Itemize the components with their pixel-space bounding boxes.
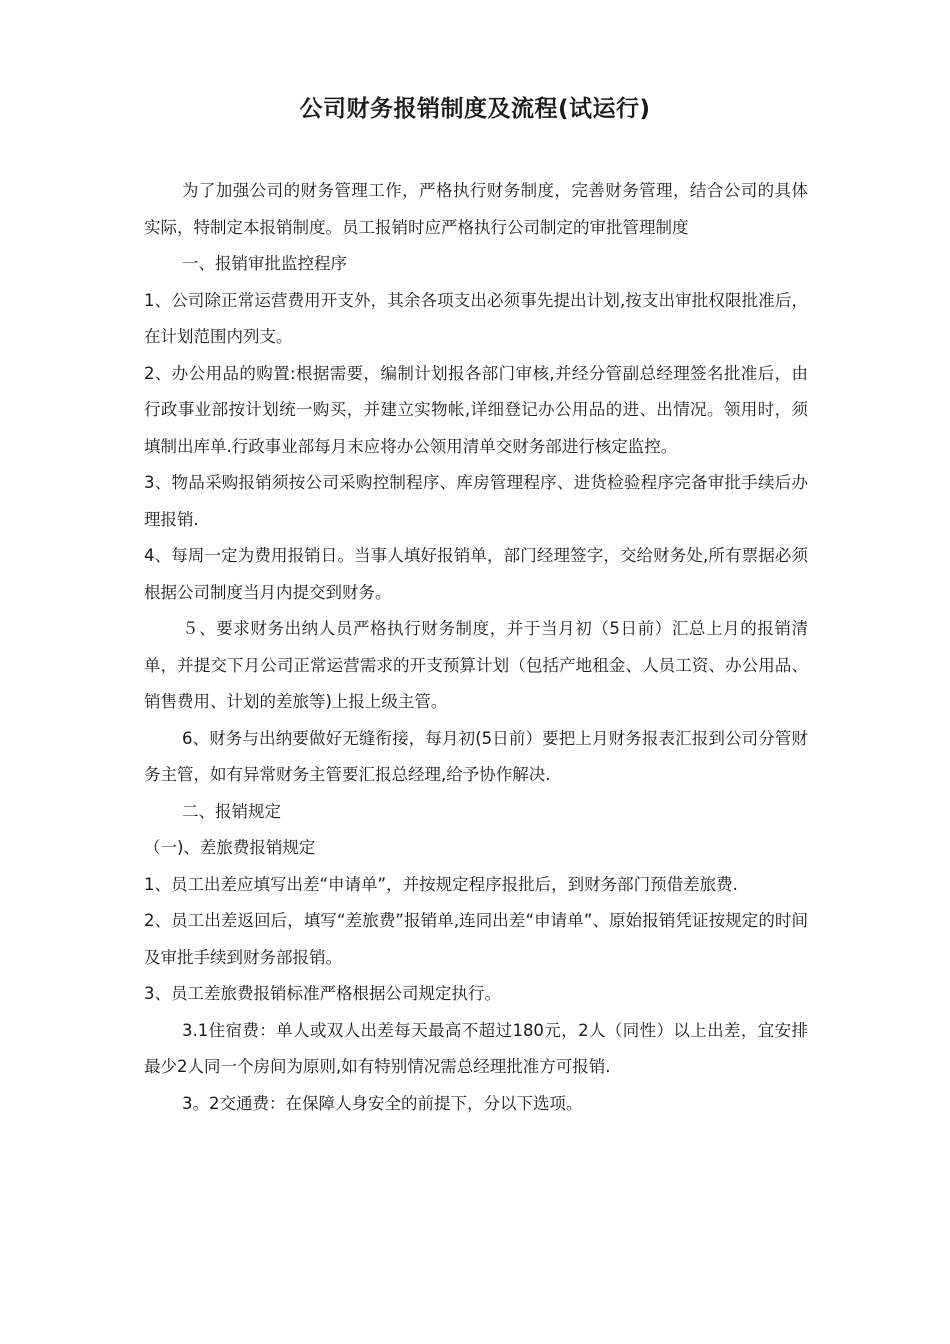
travel-clause-2: 2、员工出差返回后，填写“差旅费”报销单,连同出差“申请单”、原始报销凭证按规定的时间及审批手续到财务部报销。 <box>144 911 808 967</box>
clause-6: 6、财务与出纳要做好无缝衔接，每月初(5日前）要把上月财务报表汇报到公司分管财务主管，如有异常财务主管要汇报总经理,给予协作解决. <box>144 728 808 784</box>
subsection-heading-travel: （一)、差旅费报销规定 <box>144 838 316 857</box>
travel-clause-1: 1、员工出差应填写出差“申请单”，并按规定程序报批后，到财务部门预借差旅费. <box>144 874 738 894</box>
travel-clause-3-2: 3。2交通费：在保障人身安全的前提下，分以下选项。 <box>182 1093 583 1113</box>
intro-paragraph: 为了加强公司的财务管理工作，严格执行财务制度，完善财务管理，结合公司的具体实际，特制定本报销制度。员工报销时应严格执行公司制定的审批管理制度 <box>144 181 808 237</box>
clause-3: 3、物品采购报销须按公司采购控制程序、库房管理程序、进货检验程序完备审批手续后办理报销. <box>144 473 808 529</box>
section-heading-rules: 二、报销规定 <box>182 801 281 821</box>
clause-2: 2、办公用品的购置:根据需要，编制计划报各部门审核,并经分管副总经理签名批准后，由行政事业部按计划统一购买，并建立实物帐,详细登记办公用品的进、出情况。领用时，须填制出库单.行政事业部每月末应将办公领用清单交财务部进行核定监控。 <box>144 363 808 456</box>
document-title: 公司财务报销制度及流程(试运行) <box>299 96 651 122</box>
travel-clause-3: 3、员工差旅费报销标准严格根据公司规定执行。 <box>144 984 501 1003</box>
document-body <box>144 173 808 1122</box>
clause-4: 4、每周一定为费用报销日。当事人填好报销单，部门经理签字，交给财务处,所有票据必须根据公司制度当月内提交到财务。 <box>144 546 808 602</box>
section-heading-approval: 一、报销审批监控程序 <box>182 254 347 273</box>
travel-clause-3-1: 3.1住宿费：单人或双人出差每天最高不超过180元，2人（同性）以上出差，宜安排最少2人同一个房间为原则,如有特别情况需总经理批准方可报销. <box>144 1020 808 1076</box>
clause-1: 1、公司除正常运营费用开支外，其余各项支出必须事先提出计划,按支出审批权限批准后，在计划范围内列支。 <box>144 290 808 346</box>
clause-5: ５、要求财务出纳人员严格执行财务制度，并于当月初（5日前）汇总上月的报销清单，并提交下月公司正常运营需求的开支预算计划（包括产地租金、人员工资、办公用品、销售费用、计划的差旅等)上报上级主管。 <box>144 619 808 711</box>
